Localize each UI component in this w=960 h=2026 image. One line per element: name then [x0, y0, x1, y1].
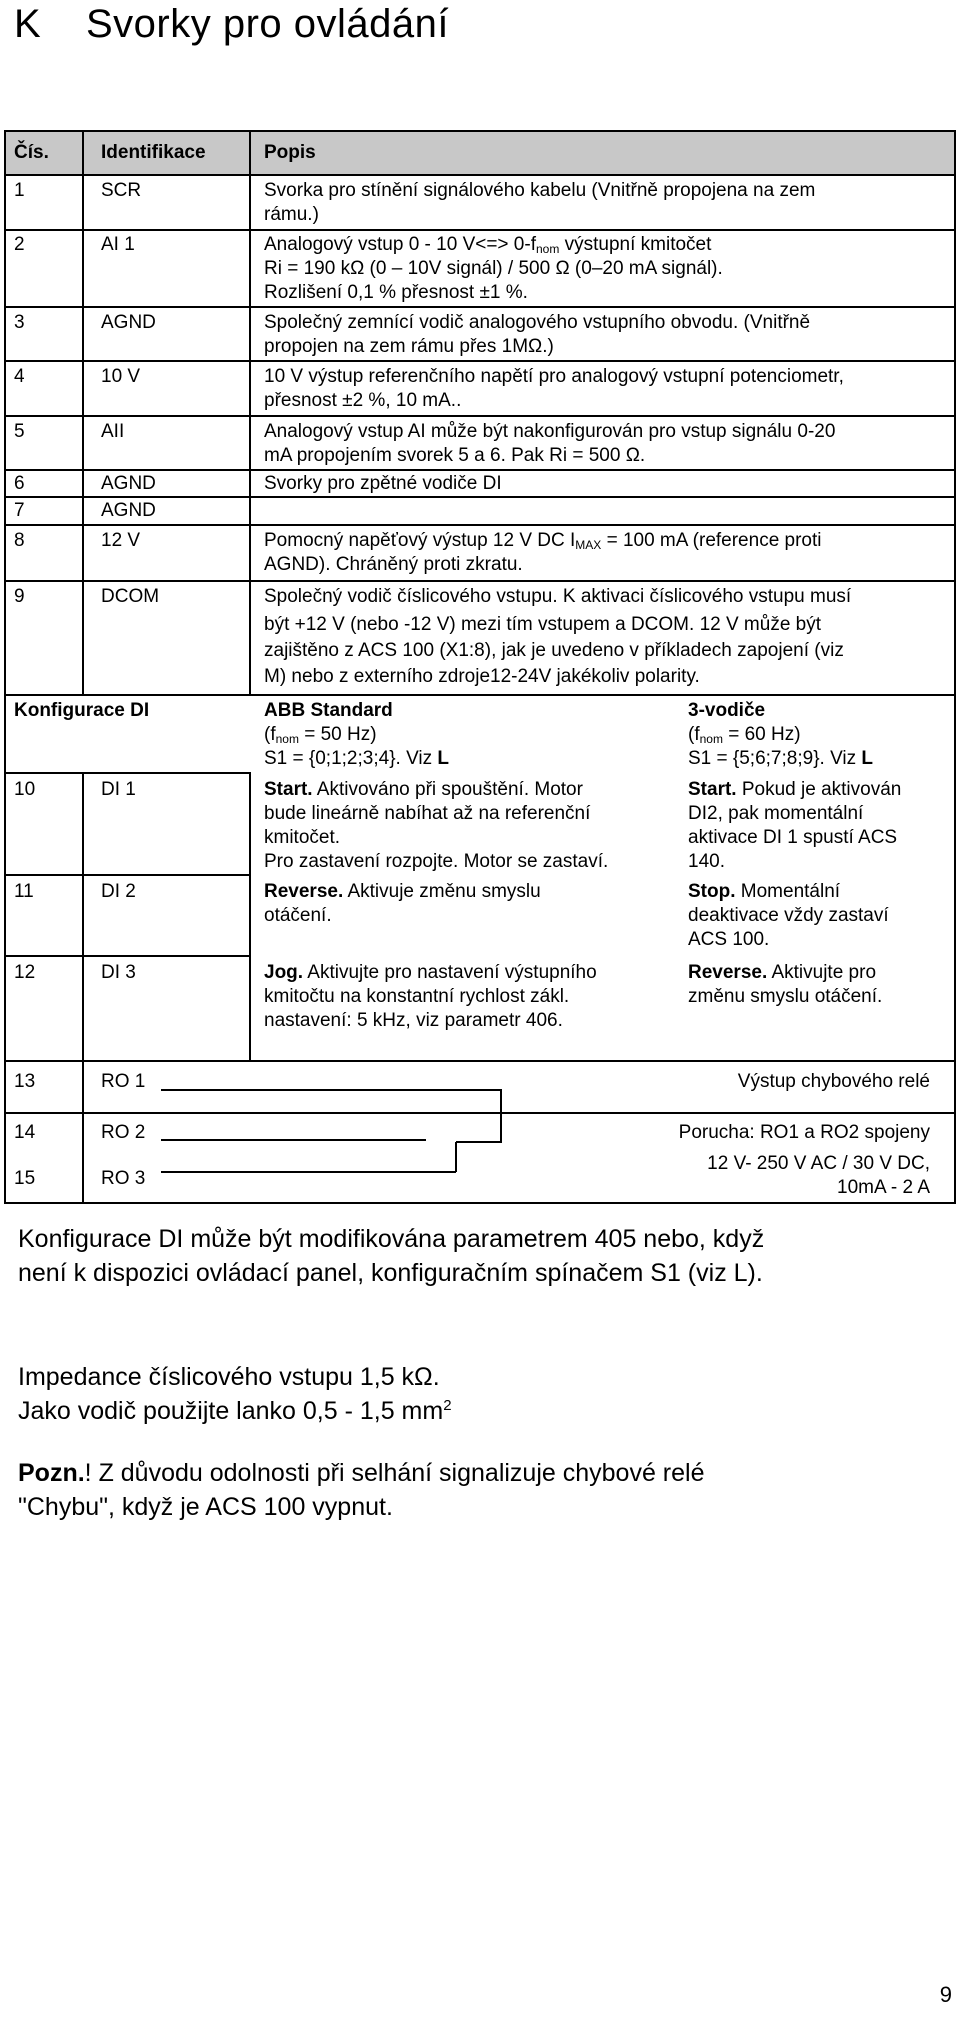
row-num: 2	[14, 234, 25, 255]
header-identification: Identifikace	[101, 142, 206, 163]
abb-desc-line: Pro zastavení rozpojte. Motor se zastaví.	[264, 851, 609, 872]
abb-desc-line: Reverse. Aktivuje změnu smyslu	[264, 881, 541, 902]
three-wire-s1: S1 = {5;6;7;8;9}. Viz L	[688, 748, 874, 769]
row-divider	[6, 694, 954, 696]
di-config-label: Konfigurace DI	[14, 700, 150, 721]
abb-desc-line: bude lineárně nabíhat až na referenční	[264, 803, 591, 824]
row-divider	[6, 306, 954, 308]
row-num: 10	[14, 779, 36, 800]
row-id: RO 3	[101, 1168, 146, 1189]
three-desc-line: DI2, pak momentální	[688, 803, 864, 824]
row-desc-line: 10 V výstup referenčního napětí pro analogový vstupní potenciometr,	[264, 366, 844, 387]
three-desc-line: 140.	[688, 851, 725, 872]
row-desc-line: propojen na zem rámu přes 1MΩ.)	[264, 336, 554, 357]
note-line: Impedance číslicového vstupu 1,5 kΩ.	[18, 1363, 440, 1391]
row-num: 6	[14, 473, 25, 494]
column-divider	[82, 772, 84, 1060]
row-divider	[6, 229, 954, 231]
abb-desc-line: otáčení.	[264, 905, 332, 926]
three-desc-line: Stop. Momentální	[688, 881, 841, 902]
row-num: 14	[14, 1122, 36, 1143]
row-desc-line: Svorky pro zpětné vodiče DI	[264, 473, 502, 494]
relay-desc: Porucha: RO1 a RO2 spojeny	[678, 1122, 930, 1143]
row-num: 12	[14, 962, 36, 983]
row-divider	[6, 174, 954, 176]
three-desc-line: změnu smyslu otáčení.	[688, 986, 883, 1007]
row-id: DI 2	[101, 881, 136, 902]
row-desc-line: Svorka pro stínění signálového kabelu (Vnitřně propojena na zem	[264, 180, 816, 201]
row-desc-line: M) nebo z externího zdroje12-24V jakékoliv polarity.	[264, 666, 700, 687]
note-line: Pozn.! Z důvodu odolnosti při selhání signalizuje chybové relé	[18, 1459, 705, 1487]
row-divider	[6, 874, 251, 876]
row-divider	[6, 524, 954, 526]
row-num: 7	[14, 500, 25, 521]
row-desc-line: zajištěno z ACS 100 (X1:8), jak je uvedeno v příkladech zapojení (viz	[264, 640, 844, 661]
row-num: 13	[14, 1071, 36, 1092]
relay-contact-diagram	[156, 1072, 516, 1182]
row-divider	[6, 955, 251, 957]
abb-desc-line: kmitočtu na konstantní rychlost zákl.	[264, 986, 570, 1007]
row-id: RO 1	[101, 1071, 146, 1092]
section-title: Svorky pro ovládání	[86, 2, 450, 46]
row-num: 15	[14, 1168, 36, 1189]
three-desc-line: aktivace DI 1 spustí ACS	[688, 827, 898, 848]
row-num: 1	[14, 180, 25, 201]
row-num: 4	[14, 366, 25, 387]
row-id: AGND	[101, 473, 156, 494]
row-id: RO 2	[101, 1122, 146, 1143]
row-divider	[6, 772, 251, 774]
row-desc-line: Rozlišení 0,1 % přesnost ±1 %.	[264, 282, 528, 303]
three-desc-line: Start. Pokud je aktivován	[688, 779, 902, 800]
row-divider	[6, 469, 954, 471]
row-id: DCOM	[101, 586, 160, 607]
row-num: 9	[14, 586, 25, 607]
note-line: Konfigurace DI může být modifikována parametrem 405 nebo, když	[18, 1225, 765, 1253]
column-divider	[82, 1060, 84, 1202]
note-relay	[18, 1456, 704, 1524]
column-divider	[249, 772, 251, 1060]
row-id: AGND	[101, 312, 156, 333]
note-line: "Chybu", když je ACS 100 vypnut.	[18, 1493, 393, 1521]
abb-desc-line: nastavení: 5 kHz, viz parametr 406.	[264, 1010, 563, 1031]
relay-desc: 10mA - 2 A	[837, 1177, 930, 1198]
header-description: Popis	[264, 142, 316, 163]
row-desc-line: mA propojením svorek 5 a 6. Pak Ri = 500 Ω.	[264, 445, 646, 466]
row-divider	[6, 1060, 954, 1062]
row-desc-line: být +12 V (nebo -12 V) mezi tím vstupem a DCOM. 12 V může být	[264, 614, 822, 635]
note-line: Jako vodič použijte lanko 0,5 - 1,5 $mm^2$	[18, 1397, 452, 1425]
three-desc-line: ACS 100.	[688, 929, 770, 950]
note-di-config	[18, 1222, 764, 1290]
row-id: DI 1	[101, 779, 136, 800]
row-desc-line: Společný vodič číslicového vstupu. K aktivaci číslicového vstupu musí	[264, 586, 852, 607]
row-divider	[6, 580, 954, 582]
row-desc-line: Analogový vstup AI může být nakonfigurován pro vstup signálu 0-20	[264, 421, 836, 442]
three-wire-freq: ($f_{nom} = 60$ Hz)	[688, 724, 801, 746]
note-impedance	[18, 1360, 452, 1428]
row-desc-line: Ri = 190 kΩ (0 – 10V signál) / 500 Ω (0–20 mA signál).	[264, 258, 723, 279]
row-num: 11	[14, 881, 34, 902]
abb-desc-line: Start. Aktivováno při spouštění. Motor	[264, 779, 583, 800]
abb-s1: S1 = {0;1;2;3;4}. Viz L	[264, 748, 450, 769]
row-desc-line: AGND). Chráněný proti zkratu.	[264, 554, 523, 575]
row-id: AI 1	[101, 234, 135, 255]
abb-desc-line: Jog. Aktivujte pro nastavení výstupního	[264, 962, 597, 983]
abb-freq: ($f_{nom} = 50$ Hz)	[264, 724, 377, 746]
row-divider	[6, 415, 954, 417]
three-wire-title: 3-vodiče	[688, 700, 766, 721]
row-id: 12 V	[101, 530, 141, 551]
row-id: SCR	[101, 180, 142, 201]
three-desc-line: Reverse. Aktivujte pro	[688, 962, 877, 983]
row-desc-line: Analogový vstup 0 - 10 $V<=> 0-f_{nom}$ výstupní kmitočet	[264, 234, 712, 256]
row-id: AGND	[101, 500, 156, 521]
page-title	[14, 2, 449, 47]
row-desc-line: rámu.)	[264, 204, 319, 225]
section-letter: K	[14, 2, 42, 46]
header-num: Čís.	[14, 142, 49, 163]
relay-desc: 12 V- 250 V AC / 30 V DC,	[707, 1153, 930, 1174]
row-divider	[6, 496, 954, 498]
column-divider	[249, 132, 251, 694]
row-desc-line: přesnost ±2 %, 10 mA..	[264, 390, 462, 411]
row-num: 5	[14, 421, 25, 442]
terminal-table	[4, 130, 956, 1204]
abb-standard-title: ABB Standard	[264, 700, 393, 721]
row-divider	[6, 360, 954, 362]
abb-desc-line: kmitočet.	[264, 827, 341, 848]
row-id: DI 3	[101, 962, 136, 983]
relay-desc: Výstup chybového relé	[737, 1071, 930, 1092]
row-id: 10 V	[101, 366, 141, 387]
row-desc-line: Pomocný napěťový výstup 12 V DC $I_{MAX} = 100$ mA (reference proti	[264, 530, 822, 552]
row-id: AII	[101, 421, 125, 442]
row-desc-line: Společný zemnící vodič analogového vstupního obvodu. (Vnitřně	[264, 312, 811, 333]
row-num: 3	[14, 312, 25, 333]
three-desc-line: deaktivace vždy zastaví	[688, 905, 889, 926]
page-number: 9	[939, 1982, 952, 2007]
column-divider	[82, 132, 84, 694]
row-num: 8	[14, 530, 25, 551]
note-line: není k dispozici ovládací panel, konfiguračním spínačem S1 (viz L).	[18, 1259, 763, 1287]
